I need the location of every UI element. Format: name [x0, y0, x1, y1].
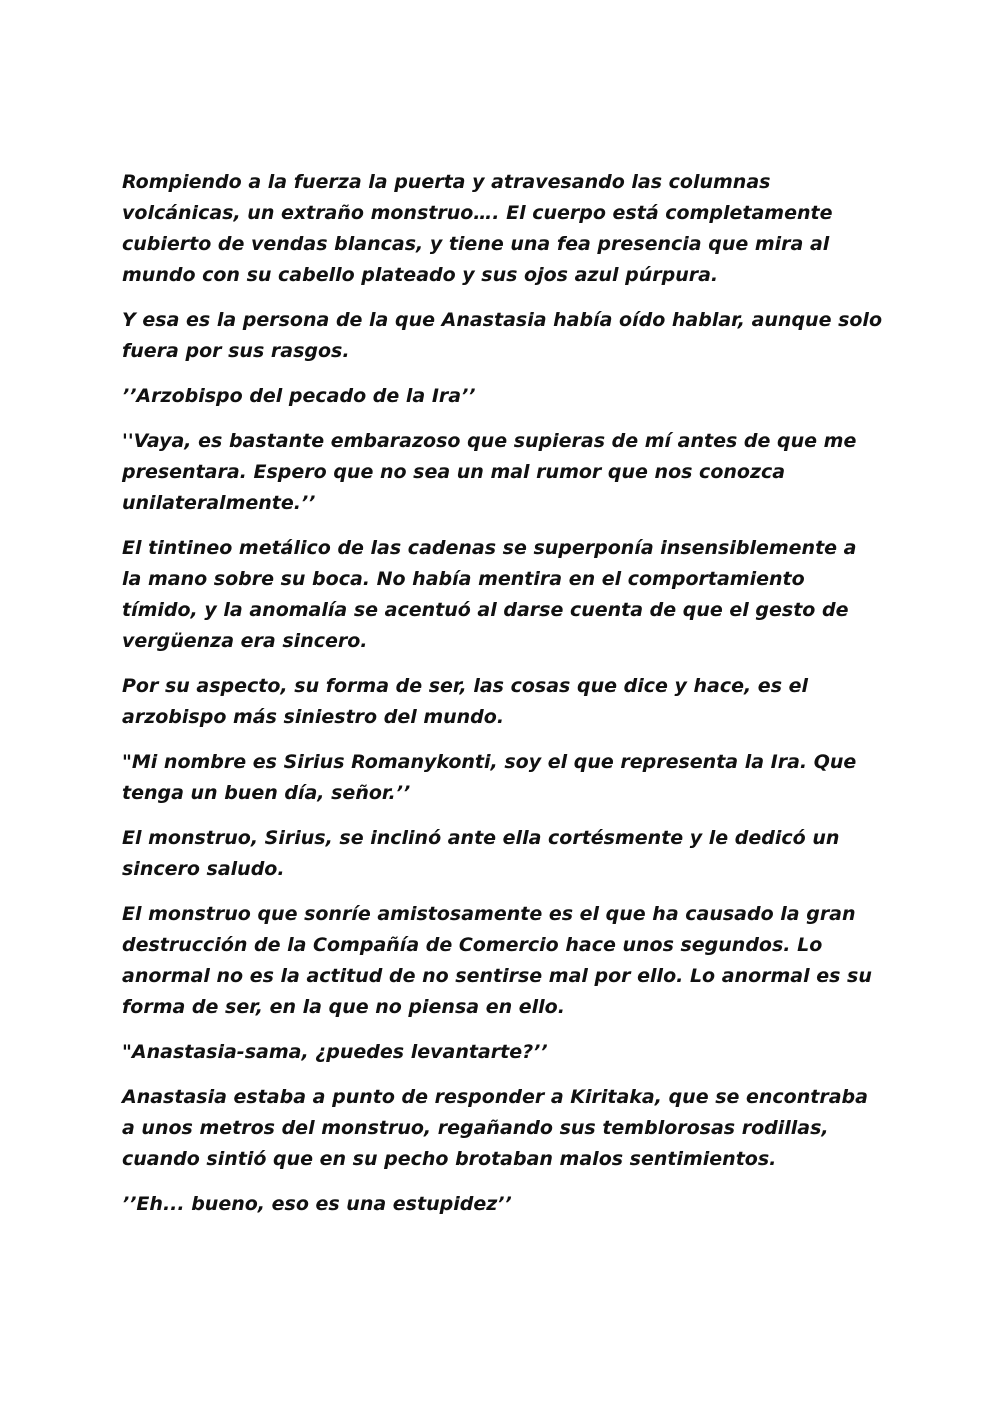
body-text [122, 167, 882, 1234]
paragraph: Rompiendo a la fuerza la puerta y atravesando las columnas volcánicas, un extraño monstruo…. El cuerpo está completamente cubierto de vendas blancas, y tiene una fea presencia que mira al mundo con su cabello plateado y sus ojos azul púrpura. [122, 171, 833, 286]
paragraph: El tintineo metálico de las cadenas se superponía insensiblemente a la mano sobre su boca. No había mentira en el comportamiento tímido, y la anomalía se acentuó al darse cuenta de que el gesto de vergüenza era sincero. [122, 537, 857, 652]
paragraph: "Mi nombre es Sirius Romanykonti, soy el que representa la Ira. Que tenga un buen día, señor.’’ [122, 751, 857, 804]
paragraph: ’’Arzobispo del pecado de la Ira’’ [122, 385, 476, 407]
paragraph: El monstruo que sonríe amistosamente es el que ha causado la gran destrucción de la Compañía de Comercio hace unos segundos. Lo anormal no es la actitud de no sentirse mal por ello. Lo anormal es su forma de ser, en la que no piensa en ello. [122, 903, 872, 1018]
paragraph: "Anastasia-sama, ¿puedes levantarte?’’ [122, 1041, 548, 1063]
paragraph: El monstruo, Sirius, se inclinó ante ella cortésmente y le dedicó un sincero saludo. [122, 827, 840, 880]
paragraph: ’’Eh... bueno, eso es una estupidez’’ [122, 1193, 512, 1215]
paragraph: ''Vaya, es bastante embarazoso que supieras de mí antes de que me presentara. Espero que no sea un mal rumor que nos conozca unilateralmente.’’ [122, 430, 857, 514]
paragraph: Por su aspecto, su forma de ser, las cosas que dice y hace, es el arzobispo más siniestro del mundo. [122, 675, 809, 728]
paragraph: Y esa es la persona de la que Anastasia había oído hablar, aunque solo fuera por sus rasgos. [122, 309, 882, 362]
paragraph: Anastasia estaba a punto de responder a Kiritaka, que se encontraba a unos metros del monstruo, regañando sus temblorosas rodillas, cuando sintió que en su pecho brotaban malos sentimientos. [122, 1086, 868, 1170]
